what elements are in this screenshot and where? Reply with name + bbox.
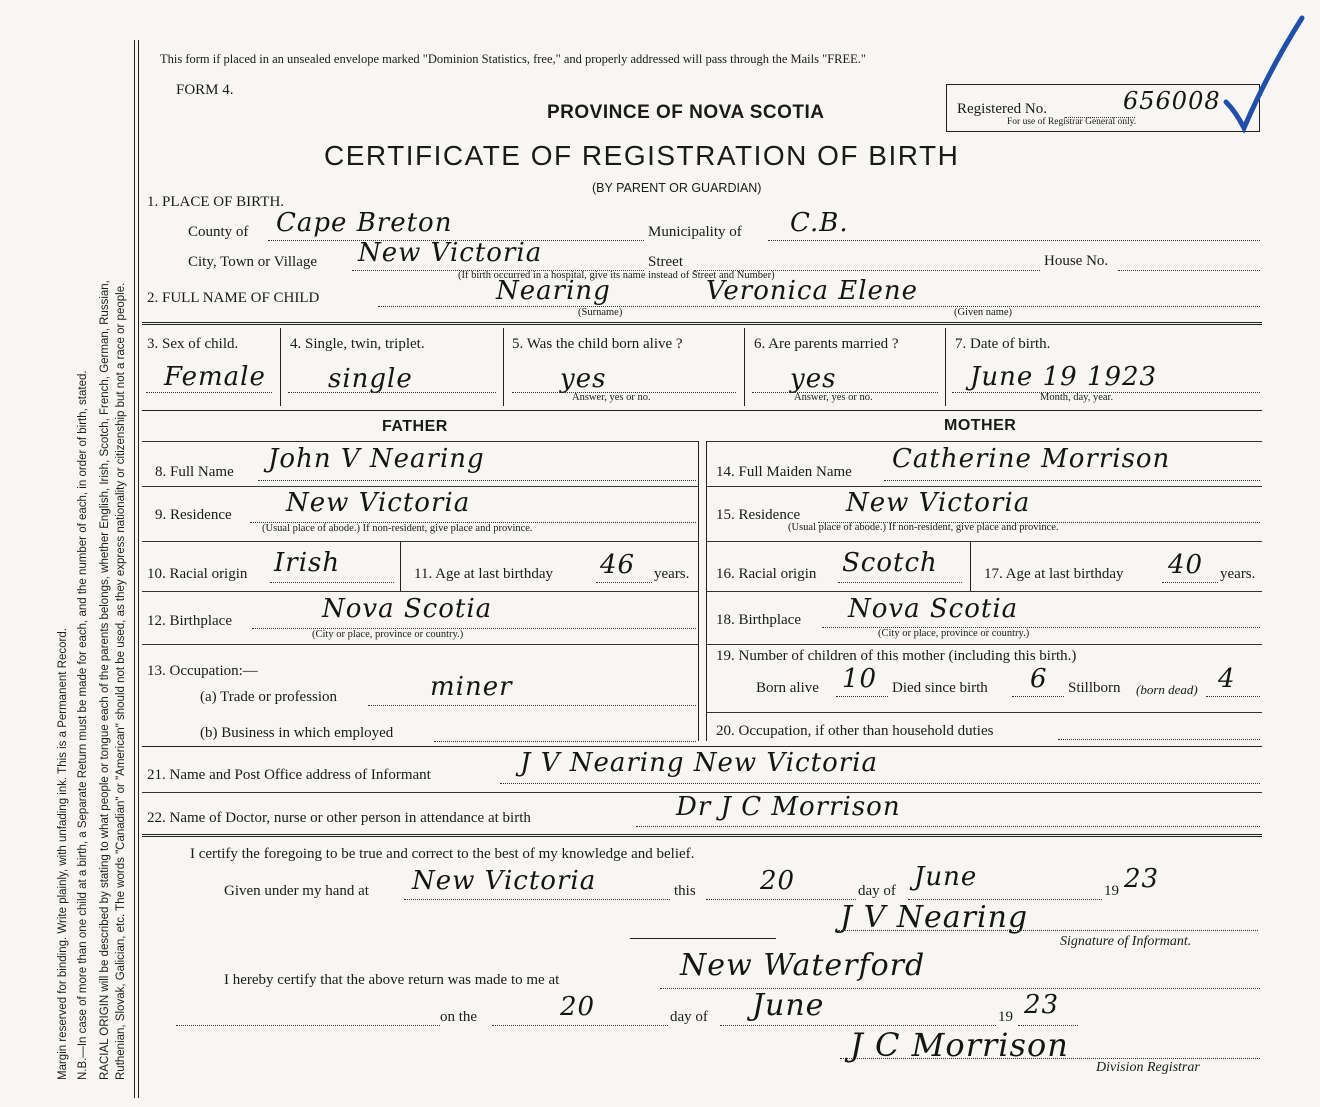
reg-month-value: June	[752, 988, 825, 1023]
alive-label: 5. Was the child born alive ?	[512, 336, 683, 352]
reg-label: Registered No.	[957, 101, 1047, 117]
mother-years: years.	[1220, 566, 1256, 582]
divider	[707, 712, 1262, 713]
day-line	[706, 899, 856, 900]
registrar-signature-line	[840, 1058, 1260, 1059]
given-label: Given under my hand at	[224, 883, 369, 899]
city-value: New Victoria	[358, 238, 543, 268]
mother-heading: MOTHER	[944, 417, 1017, 434]
stillborn-note: (born dead)	[1136, 682, 1198, 697]
year-prefix: 19	[1104, 883, 1119, 899]
child-name-label: 2. FULL NAME OF CHILD	[147, 290, 320, 306]
sex-label: 3. Sex of child.	[147, 336, 239, 352]
margin-note-4: Ruthenian, Slovak, Galician, etc. The words "Canadian" or "American" should not be used, as they express nationality or citizenship but not a race or people.	[115, 282, 127, 1080]
reg-day-line	[492, 1025, 668, 1026]
house-line	[1118, 270, 1260, 271]
married-value: yes	[790, 364, 837, 394]
month-value: June	[914, 862, 978, 892]
father-birthplace-value: Nova Scotia	[322, 594, 493, 624]
divider	[707, 486, 1262, 487]
doctor-line	[636, 826, 1260, 827]
single-label: 4. Single, twin, triplet.	[290, 336, 425, 352]
form-number: FORM 4.	[176, 82, 234, 98]
registrar-signature: J C Morrison	[850, 1026, 1069, 1064]
binding-margin	[0, 0, 132, 1107]
trade-label: (a) Trade or profession	[200, 689, 338, 705]
divider	[142, 322, 1262, 325]
divider	[707, 441, 1262, 442]
died-label: Died since birth	[892, 680, 988, 696]
hospital-note: (If birth occurred in a hospital, give its name instead of Street and Number)	[458, 270, 775, 281]
father-birthplace-note: (City or place, province or country.)	[312, 629, 464, 640]
given-place-value: New Victoria	[412, 866, 597, 896]
registrar-blank-line	[176, 1025, 440, 1026]
margin-rule	[134, 40, 135, 1098]
mother-birthplace-note: (City or place, province or country.)	[878, 628, 1030, 639]
county-value: Cape Breton	[276, 208, 453, 238]
father-name-label: 8. Full Name	[155, 464, 234, 480]
sex-line	[146, 392, 272, 393]
municipality-line	[768, 240, 1260, 241]
given-place-line	[404, 899, 670, 900]
reg-year-value: 23	[1024, 990, 1060, 1020]
father-age-line	[596, 582, 652, 583]
registrar-statement: I hereby certify that the above return was made to me at	[224, 972, 560, 988]
father-heading: FATHER	[382, 418, 448, 435]
business-label: (b) Business in which employed	[200, 725, 394, 741]
mother-res-note: (Usual place of abode.) If non-resident, give place and province.	[788, 522, 1059, 533]
born-alive-value: 10	[842, 664, 878, 694]
dob-label: 7. Date of birth.	[955, 336, 1051, 352]
margin-rule-2	[138, 40, 139, 1098]
registration-box	[946, 84, 1260, 132]
father-years: years.	[654, 566, 690, 582]
divider	[142, 834, 1262, 837]
registrar-label: Division Registrar	[1096, 1060, 1200, 1075]
father-age-label: 11. Age at last birthday	[414, 566, 553, 582]
margin-note-1: Margin reserved for binding. Write plainly, with unfading ink. This is a Permanent Record.	[57, 628, 69, 1080]
mother-racial-value: Scotch	[842, 548, 938, 578]
trade-value: miner	[430, 672, 513, 702]
informant-label: 21. Name and Post Office address of Informant	[147, 767, 431, 783]
divider	[707, 644, 1262, 645]
business-line	[434, 741, 696, 742]
mother-birthplace-label: 18. Birthplace	[716, 612, 801, 628]
cell-divider	[503, 328, 504, 406]
province-heading: PROVINCE OF NOVA SCOTIA	[547, 102, 825, 123]
father-name-line	[258, 480, 696, 481]
trade-line	[368, 705, 696, 706]
check-mark-icon	[1214, 10, 1314, 135]
street-label: Street	[648, 254, 683, 270]
doctor-value: Dr J C Morrison	[676, 792, 901, 822]
born-alive-line	[836, 696, 888, 697]
surname-note: (Surname)	[578, 307, 623, 318]
day-value: 20	[760, 866, 796, 896]
father-age-value: 46	[600, 550, 636, 580]
divider	[142, 410, 1262, 411]
mother-name-line	[884, 480, 1260, 481]
mother-age-label: 17. Age at last birthday	[984, 566, 1124, 582]
reg-number: 656008	[1123, 87, 1221, 115]
mother-name-label: 14. Full Maiden Name	[716, 464, 852, 480]
father-racial-value: Irish	[274, 548, 341, 578]
this-label: this	[674, 883, 696, 899]
doctor-label: 22. Name of Doctor, nurse or other person in attendance at birth	[147, 810, 531, 826]
divider	[707, 541, 1262, 542]
reg-day-of-label: day of	[670, 1009, 708, 1025]
mother-res-value: New Victoria	[846, 488, 1031, 518]
reg-note: For use of Registrar General only.	[1007, 117, 1137, 127]
informant-value: J V Nearing New Victoria	[520, 748, 878, 778]
father-res-value: New Victoria	[286, 488, 471, 518]
registrar-place-value: New Waterford	[680, 948, 926, 983]
mother-age-value: 40	[1168, 550, 1204, 580]
mother-occupation-line	[1058, 739, 1260, 740]
informant-signature-line	[838, 930, 1258, 931]
municipality-value: C.B.	[790, 208, 849, 238]
informant-signature: J V Nearing	[840, 900, 1029, 935]
children-count-label: 19. Number of children of this mother (including this birth.)	[716, 648, 1077, 664]
given-note: (Given name)	[954, 307, 1013, 318]
house-label: House No.	[1044, 253, 1109, 269]
certificate-title: CERTIFICATE OF REGISTRATION OF BIRTH	[324, 140, 960, 171]
sex-value: Female	[164, 362, 266, 392]
child-given-name: Veronica Elene	[706, 276, 919, 306]
father-racial-line	[270, 582, 394, 583]
child-surname: Nearing	[496, 276, 611, 306]
mother-occupation-label: 20. Occupation, if other than household duties	[716, 723, 994, 739]
mother-name-value: Catherine Morrison	[892, 444, 1171, 474]
dob-note: Month, day, year.	[1040, 392, 1114, 403]
reg-day-value: 20	[560, 992, 596, 1022]
died-value: 6	[1030, 664, 1048, 694]
divider	[142, 591, 698, 592]
year-value: 23	[1124, 864, 1160, 894]
divider	[142, 541, 698, 542]
municipality-label: Municipality of	[648, 224, 742, 240]
alive-note: Answer, yes or no.	[572, 392, 651, 403]
cell-divider	[280, 328, 281, 406]
county-label: County of	[188, 224, 249, 240]
certify-statement: I certify the foregoing to be true and correct to the best of my knowledge and belief.	[190, 846, 695, 862]
single-value: single	[328, 364, 413, 394]
father-racial-label: 10. Racial origin	[147, 566, 248, 582]
margin-note-3: RACIAL ORIGIN will be described by stating to what people or tongue each of the parents belongs, whether English, Irish, Scotch, French, German, Russian,	[99, 280, 111, 1080]
registrar-place-line	[660, 988, 1260, 989]
married-label: 6. Are parents married ?	[754, 336, 899, 352]
certificate-subtitle: (BY PARENT OR GUARDIAN)	[592, 181, 762, 195]
divider	[142, 644, 698, 645]
column-divider	[698, 441, 699, 741]
father-birthplace-label: 12. Birthplace	[147, 613, 232, 629]
stillborn-value: 4	[1218, 664, 1236, 694]
child-name-line	[378, 306, 1260, 307]
mail-notice: This form if placed in an unsealed envelope marked "Dominion Statistics, free," and properly addressed will pass through the Mails "FREE."	[160, 52, 867, 66]
dob-value: June 19 1923	[970, 362, 1158, 392]
short-rule	[630, 938, 776, 939]
on-the-label: on the	[440, 1009, 478, 1025]
father-res-label: 9. Residence	[155, 507, 232, 523]
died-line	[1012, 696, 1064, 697]
cell-divider	[970, 541, 971, 591]
cell-divider	[744, 328, 745, 406]
married-note: Answer, yes or no.	[794, 392, 873, 403]
father-name-value: John V Nearing	[268, 444, 485, 474]
mother-racial-line	[838, 582, 962, 583]
reg-year-prefix: 19	[998, 1009, 1013, 1025]
informant-line	[500, 783, 1260, 784]
city-label: City, Town or Village	[188, 254, 318, 270]
margin-note-2: N.B.—In case of more than one child at a birth, a Separate Return must be made for each, and the number of each, in order of birth, stated.	[77, 370, 89, 1080]
alive-value: yes	[560, 364, 607, 394]
stillborn-line	[1206, 696, 1260, 697]
divider	[142, 441, 698, 442]
born-alive-label: Born alive	[756, 680, 819, 696]
cell-divider	[400, 541, 401, 591]
mother-racial-label: 16. Racial origin	[716, 566, 817, 582]
divider	[142, 486, 698, 487]
mother-res-label: 15. Residence	[716, 507, 801, 523]
place-heading: 1. PLACE OF BIRTH.	[147, 194, 285, 210]
day-of-label: day of	[858, 883, 896, 899]
mother-age-line	[1162, 582, 1218, 583]
divider	[142, 746, 1262, 747]
informant-signature-label: Signature of Informant.	[1060, 934, 1192, 949]
stillborn-label: Stillborn	[1068, 680, 1121, 696]
single-line	[288, 392, 496, 393]
divider	[707, 591, 1262, 592]
mother-birthplace-value: Nova Scotia	[848, 594, 1019, 624]
cell-divider	[945, 328, 946, 406]
occupation-label: 13. Occupation:—	[147, 663, 258, 679]
father-res-note: (Usual place of abode.) If non-resident, give place and province.	[262, 523, 533, 534]
